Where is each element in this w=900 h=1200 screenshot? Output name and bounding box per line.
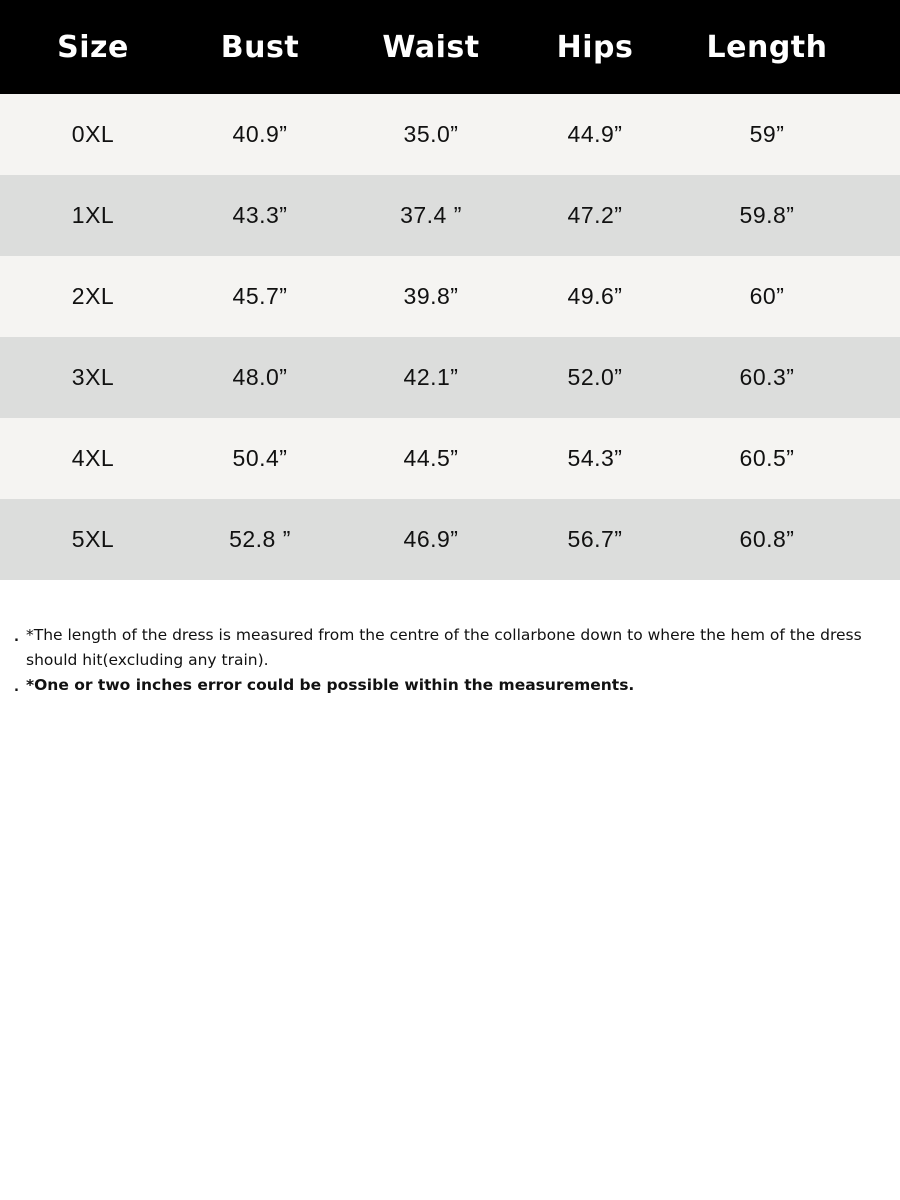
cell-length: 60.5” (739, 445, 795, 471)
cell-length: 59.8” (739, 202, 795, 228)
cell-bust: 43.3” (232, 202, 288, 228)
size-chart-table (0, 0, 900, 580)
header-hips: Hips (556, 29, 634, 65)
cell-size: 5XL (71, 526, 115, 552)
cell-size: 4XL (71, 445, 115, 471)
measurement-notes (14, 623, 894, 700)
cell-length: 59” (749, 121, 785, 147)
cell-waist: 44.5” (403, 445, 459, 471)
table-row (0, 94, 900, 175)
note-length-text: *The length of the dress is measured from the centre of the collarbone down to where the hem of the dress should hit(excluding any train). (26, 626, 862, 669)
bullet-dot: . (14, 630, 19, 645)
cell-bust: 45.7” (232, 283, 288, 309)
cell-waist: 39.8” (403, 283, 459, 309)
cell-bust: 50.4” (232, 445, 288, 471)
table-row (0, 256, 900, 337)
note-error-text: *One or two inches error could be possible within the measurements. (26, 676, 635, 694)
cell-length: 60.3” (739, 364, 795, 390)
cell-bust: 52.8 ” (229, 526, 291, 552)
cell-hips: 52.0” (567, 364, 623, 390)
cell-waist: 37.4 ” (400, 202, 462, 228)
table-row (0, 337, 900, 418)
cell-length: 60” (749, 283, 785, 309)
cell-size: 3XL (71, 364, 115, 390)
cell-bust: 40.9” (232, 121, 288, 147)
bullet-dot: . (14, 680, 19, 695)
header-length: Length (706, 29, 828, 65)
cell-waist: 42.1” (403, 364, 459, 390)
cell-length: 60.8” (739, 526, 795, 552)
table-row (0, 175, 900, 256)
cell-hips: 54.3” (567, 445, 623, 471)
table-header-row (0, 0, 900, 94)
cell-hips: 49.6” (567, 283, 623, 309)
header-waist: Waist (382, 29, 480, 65)
header-size: Size (57, 29, 129, 65)
table-row (0, 418, 900, 499)
cell-size: 0XL (71, 121, 115, 147)
table-row (0, 499, 900, 580)
note-item (14, 673, 894, 700)
cell-size: 1XL (71, 202, 115, 228)
note-item (14, 623, 894, 673)
cell-hips: 56.7” (567, 526, 623, 552)
cell-waist: 46.9” (403, 526, 459, 552)
cell-waist: 35.0” (403, 121, 459, 147)
cell-hips: 47.2” (567, 202, 623, 228)
cell-size: 2XL (71, 283, 115, 309)
cell-bust: 48.0” (232, 364, 288, 390)
header-bust: Bust (220, 29, 300, 65)
cell-hips: 44.9” (567, 121, 623, 147)
